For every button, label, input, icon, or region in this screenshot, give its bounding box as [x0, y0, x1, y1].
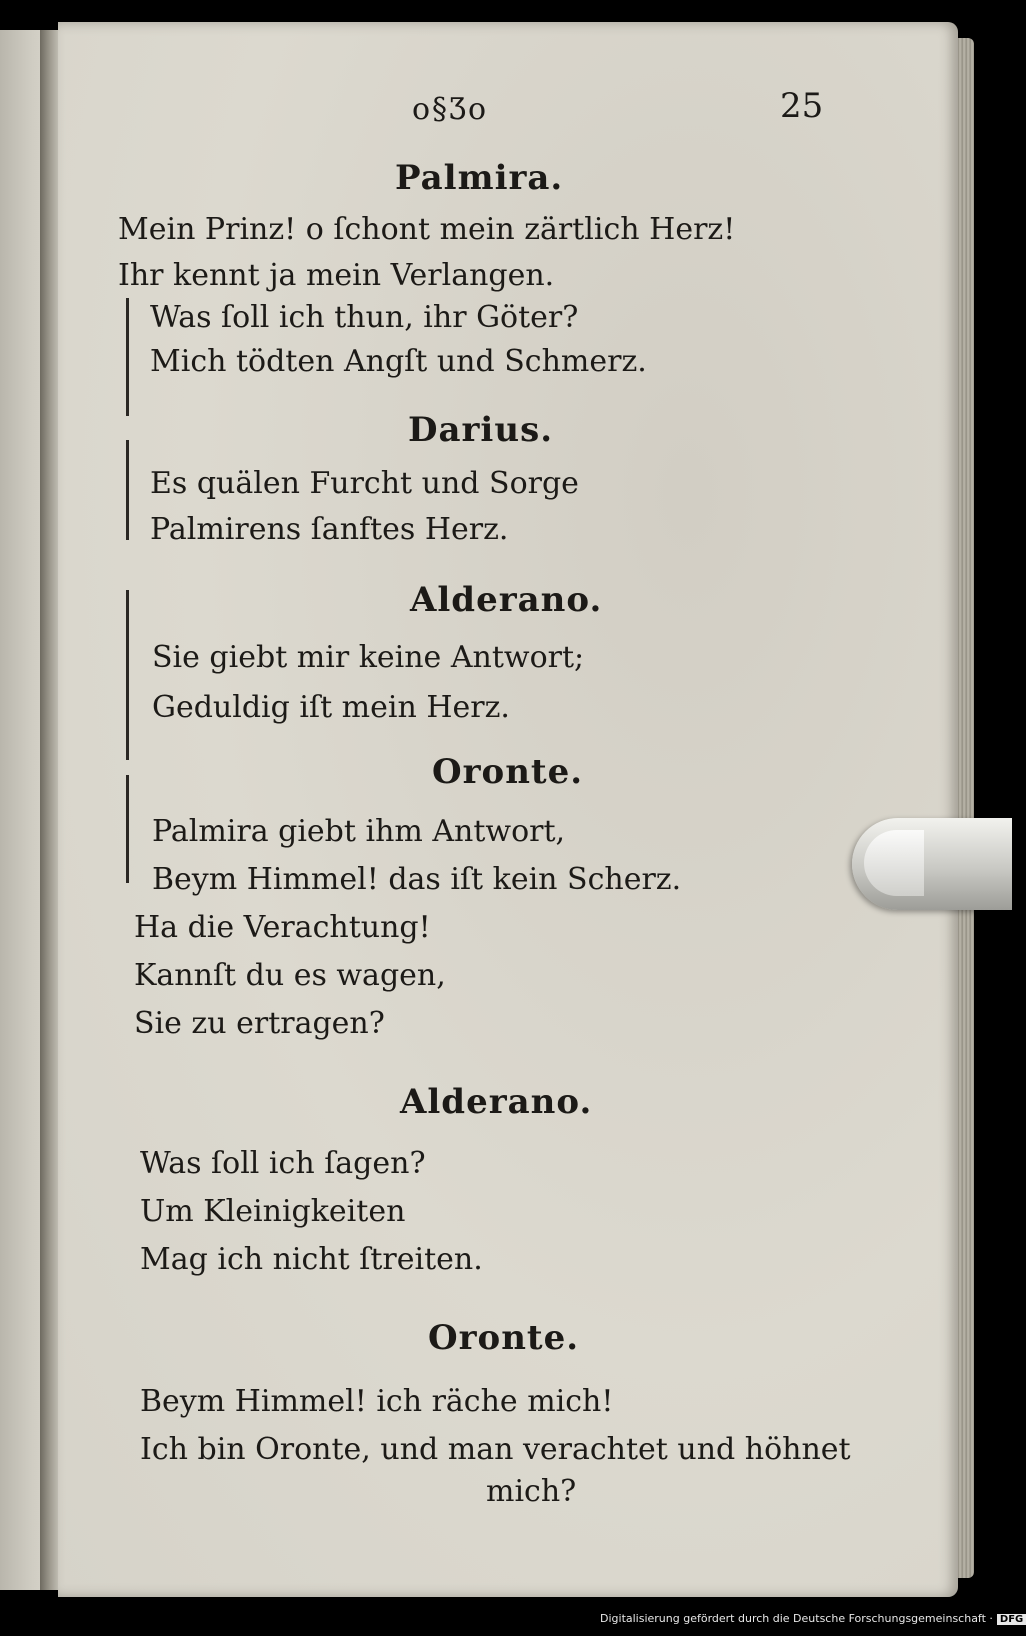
verse-line: Palmira giebt ihm Antwort, — [152, 814, 566, 849]
verse-line: Es quälen Furcht und Sorge — [150, 466, 579, 501]
page-edges — [958, 38, 974, 1578]
speaker-heading: Alderano. — [410, 580, 603, 620]
verse-line: mich? — [486, 1474, 577, 1509]
dfg-logo: DFG — [997, 1614, 1026, 1625]
verse-line: Mich tödten Angſt und Schmerz. — [150, 344, 647, 379]
verse-line: Sie giebt mir keine Antwort; — [152, 640, 585, 675]
verse-line: Geduldig iſt mein Herz. — [152, 690, 510, 725]
speaker-heading: Oronte. — [428, 1318, 580, 1358]
verse-line: Um Kleinigkeiten — [140, 1194, 406, 1229]
page-number: 25 — [780, 86, 824, 126]
verse-line: Palmirens ſanftes Herz. — [150, 512, 509, 547]
speaker-heading: Oronte. — [432, 752, 584, 792]
verse-line: Kannſt du es wagen, — [134, 958, 446, 993]
verse-line: Was ſoll ich thun, ihr Göter? — [150, 300, 579, 335]
verse-line: Beym Himmel! das iſt kein Scherz. — [152, 862, 682, 897]
speaker-heading: Palmira. — [395, 158, 564, 198]
speaker-heading: Darius. — [408, 410, 554, 450]
digitization-footer — [600, 1612, 1026, 1625]
bracket-line — [126, 590, 129, 760]
bracket-line — [126, 440, 129, 540]
bracket-line — [126, 298, 129, 416]
speaker-heading: Alderano. — [400, 1082, 593, 1122]
verse-line: Ich bin Oronte, und man verachtet und höhnet — [140, 1432, 851, 1467]
verse-line: Sie zu ertragen? — [134, 1006, 385, 1041]
verse-line: Was ſoll ich ſagen? — [140, 1146, 426, 1181]
verse-line: Beym Himmel! ich räche mich! — [140, 1384, 614, 1419]
bracket-line — [126, 775, 129, 883]
header-ornament: o§Ʒo — [412, 92, 489, 127]
footer-text: Digitalisierung gefördert durch die Deutsche Forschungsgemeinschaft · — [600, 1612, 993, 1625]
page-clip-highlight — [864, 830, 924, 896]
verse-line: Ihr kennt ja mein Verlangen. — [118, 258, 555, 293]
verse-line: Mag ich nicht ſtreiten. — [140, 1242, 483, 1277]
verse-line: Ha die Verachtung! — [134, 910, 431, 945]
verse-line: Mein Prinz! o ſchont mein zärtlich Herz! — [118, 212, 736, 247]
